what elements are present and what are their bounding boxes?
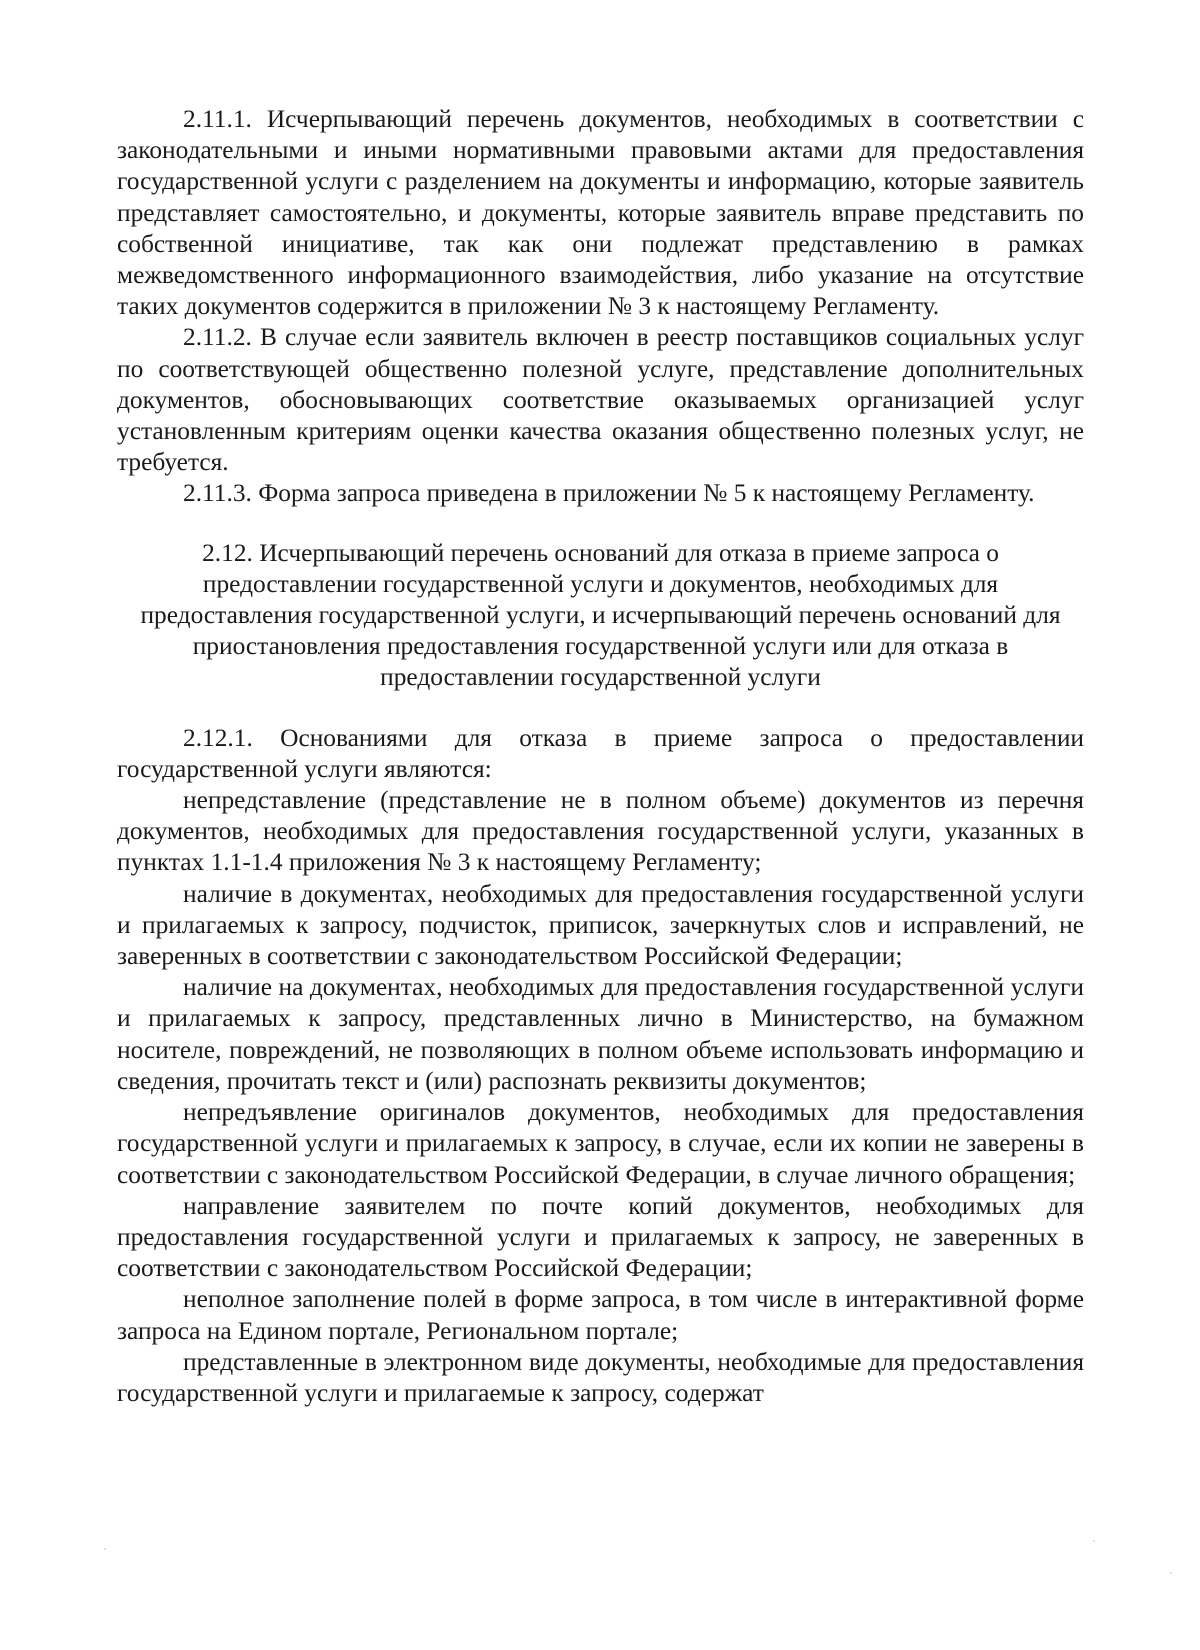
document-page: [117, 104, 1084, 1409]
heading-line: предоставлении государственной услуги: [380, 663, 821, 692]
section-heading-2-12: [117, 538, 1084, 694]
scan-speck: [1093, 1540, 1095, 1542]
list-item-no-originals: непредъявление оригиналов документов, необходимых для предоставления государственной услуги и прилагаемых к запросу, в случае, если их копии не заверены в соответствии с законодательством Российской Федерации, в случае личного обращения;: [117, 1098, 1084, 1189]
paragraph-2-11-3: 2.11.3. Форма запроса приведена в приложении № 5 к настоящему Регламенту.: [183, 479, 1035, 508]
heading-line: 2.12. Исчерпывающий перечень оснований для отказа в приеме запроса о: [202, 538, 999, 567]
list-item-mail-copies: направление заявителем по почте копий документов, необходимых для предоставления государственной услуги и прилагаемых к запросу, не заверенных в соответствии с законодательством Российской Федерации;: [117, 1191, 1084, 1283]
list-item-electronic-documents: представленные в электронном виде документы, необходимые для предоставления государственной услуги и прилагаемые к запросу, содержат: [117, 1347, 1084, 1407]
heading-line: предоставления государственной услуги, и исчерпывающий перечень оснований для: [140, 601, 1061, 630]
scan-speck: [1170, 1572, 1172, 1574]
scan-speck: [104, 1548, 106, 1550]
list-item-missing-documents: непредставление (представление не в полном объеме) документов из перечня документов, необходимых для предоставления государственной услуги, указанных в пунктах 1.1-1.4 приложения № 3 к настоящему Регламенту;: [117, 786, 1084, 877]
list-item-damaged-documents: наличие на документах, необходимых для предоставления государственной услуги и прилагаемых к запросу, представленных лично в Министерство, на бумажном носителе, повреждений, не позволяющих в полном объеме использовать информацию и сведения, прочитать текст и (или) распознать реквизиты документов;: [117, 973, 1084, 1095]
paragraph-2-11-2: 2.11.2. В случае если заявитель включен в реестр поставщиков социальных услуг по соответствующей общественно полезной услуге, представление дополнительных документов, обосновывающих соответствие оказываемых организацией услуг установленным критериям оценки качества оказания общественно полезных услуг, не требуется.: [117, 323, 1084, 477]
list-item-incomplete-form: неполное заполнение полей в форме запроса, в том числе в интерактивной форме запроса на Едином портале, Региональном портале;: [117, 1285, 1084, 1345]
heading-line: предоставлении государственной услуги и документов, необходимых для: [202, 569, 999, 598]
paragraph-2-12-1: 2.12.1. Основаниями для отказа в приеме запроса о предоставлении государственной услуги являются:: [117, 723, 1084, 783]
list-item-corrections: наличие в документах, необходимых для предоставления государственной услуги и прилагаемых к запросу, подчисток, приписок, зачеркнутых слов и исправлений, не заверенных в соответствии с законодательством Российской Федерации;: [117, 879, 1084, 971]
paragraph-2-11-1: 2.11.1. Исчерпывающий перечень документов, необходимых в соответствии с законодательными и иными нормативными правовыми актами для предоставления государственной услуги с разделением на документы и информацию, которые заявитель представляет самостоятельно, и документы, которые заявитель вправе представить по собственной инициативе, так как они подлежат представлению в рамках межведомственного информационного взаимодействия, либо указание на отсутствие таких документов содержится в приложении № 3 к настоящему Регламенту.: [117, 105, 1084, 321]
heading-line: приостановления предоставления государственной услуги или для отказа в: [192, 632, 1009, 661]
